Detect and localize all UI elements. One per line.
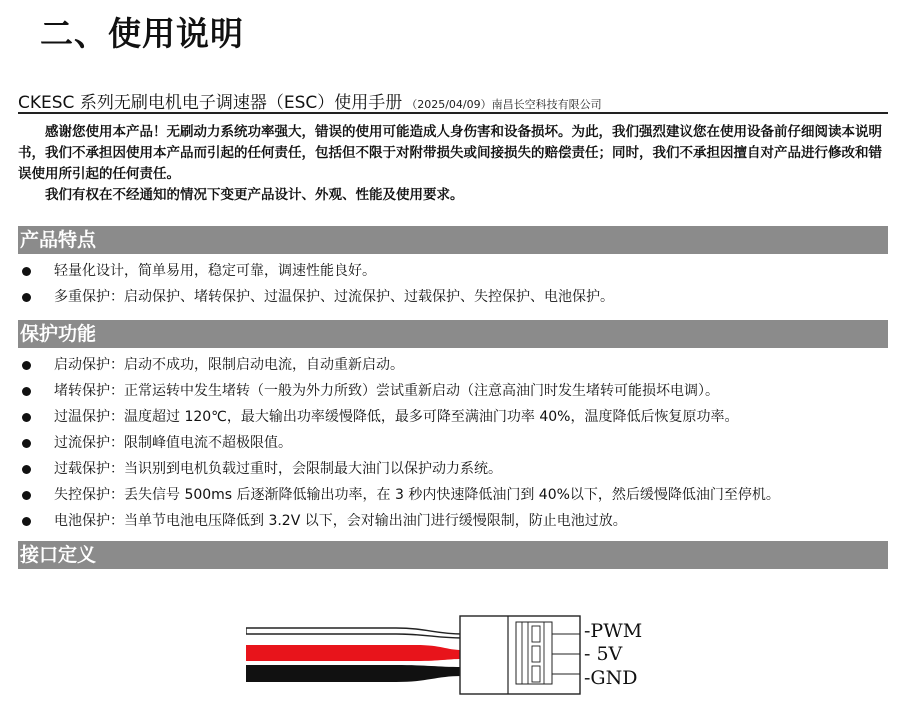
list-item-text: 电池保护：当单节电池电压降低到 3.2V 以下，会对输出油门进行缓慢限制，防止电池过放。 bbox=[54, 513, 627, 529]
section-heading-interface: 接口定义 bbox=[18, 541, 888, 569]
bullet-icon bbox=[22, 361, 31, 370]
list-item-text: 过温保护：温度超过 120℃，最大输出功率缓慢降低，最多可降至满油门功率 40%，温度降低后恢复原功率。 bbox=[54, 409, 739, 425]
intro-text bbox=[18, 122, 890, 206]
pin-label-pwm: -PWM bbox=[584, 620, 643, 642]
pin-label-5v: - 5V bbox=[584, 643, 623, 665]
list-item bbox=[18, 508, 890, 534]
list-item bbox=[18, 378, 890, 404]
connector-housing bbox=[460, 616, 580, 694]
list-item-text: 启动保护：启动不成功，限制启动电流，自动重新启动。 bbox=[54, 357, 404, 373]
bullet-icon bbox=[22, 413, 31, 422]
features-list bbox=[18, 258, 890, 310]
list-item-text: 堵转保护：正常运转中发生堵转（一般为外力所致）尝试重新启动（注意高油门时发生堵转可能损坏电调）。 bbox=[54, 383, 719, 399]
intro-paragraph-disclaimer: 感谢您使用本产品！无刷动力系统功率强大，错误的使用可能造成人身伤害和设备损坏。为此，我们强烈建议您在使用设备前仔细阅读本说明书，我们不承担因使用本产品而引起的任何责任，包括但不限于对附带损失或间接损失的赔偿责任；同时，我们不承担因擅自对产品进行修改和错误使用所引起的任何责任。 bbox=[18, 124, 882, 182]
list-item-text: 过流保护：限制峰值电流不超极限值。 bbox=[54, 435, 292, 451]
bullet-icon bbox=[22, 491, 31, 500]
intro-paragraph-rights: 我们有权在不经通知的情况下变更产品设计、外观、性能及使用要求。 bbox=[45, 187, 464, 203]
bullet-icon bbox=[22, 517, 31, 526]
bullet-icon bbox=[22, 387, 31, 396]
ground-wire bbox=[246, 665, 462, 682]
list-item bbox=[18, 258, 890, 284]
list-item bbox=[18, 284, 890, 310]
list-item bbox=[18, 456, 890, 482]
section-heading-protection: 保护功能 bbox=[18, 320, 888, 348]
list-item bbox=[18, 430, 890, 456]
list-item-text: 失控保护：丢失信号 500ms 后逐渐降低输出功率，在 3 秒内快速降低油门到 40%以下，然后缓慢降低油门至停机。 bbox=[54, 487, 780, 503]
list-item bbox=[18, 482, 890, 508]
bullet-icon bbox=[22, 465, 31, 474]
bullet-icon bbox=[22, 267, 31, 276]
manual-title: CKESC 系列无刷电机电子调速器（ESC）使用手册 bbox=[18, 93, 403, 113]
list-item bbox=[18, 352, 890, 378]
list-item-text: 轻量化设计，简单易用，稳定可靠，调速性能良好。 bbox=[54, 263, 376, 279]
page-title: 二、使用说明 bbox=[40, 14, 244, 53]
list-item-text: 过载保护：当识别到电机负载过重时，会限制最大油门以保护动力系统。 bbox=[54, 461, 502, 477]
list-item bbox=[18, 404, 890, 430]
bullet-icon bbox=[22, 293, 31, 302]
manual-date-company: （2025/04/09）南昌长空科技有限公司 bbox=[406, 98, 602, 111]
connector-diagram bbox=[246, 612, 646, 702]
manual-header bbox=[18, 88, 888, 114]
bullet-icon bbox=[22, 439, 31, 448]
pwm-wire bbox=[246, 628, 462, 638]
protection-list bbox=[18, 352, 890, 534]
list-item-text: 多重保护：启动保护、堵转保护、过温保护、过流保护、过载保护、失控保护、电池保护。 bbox=[54, 289, 614, 305]
pin-label-gnd: -GND bbox=[584, 667, 638, 689]
section-heading-features: 产品特点 bbox=[18, 226, 888, 254]
power-wire bbox=[246, 645, 462, 661]
